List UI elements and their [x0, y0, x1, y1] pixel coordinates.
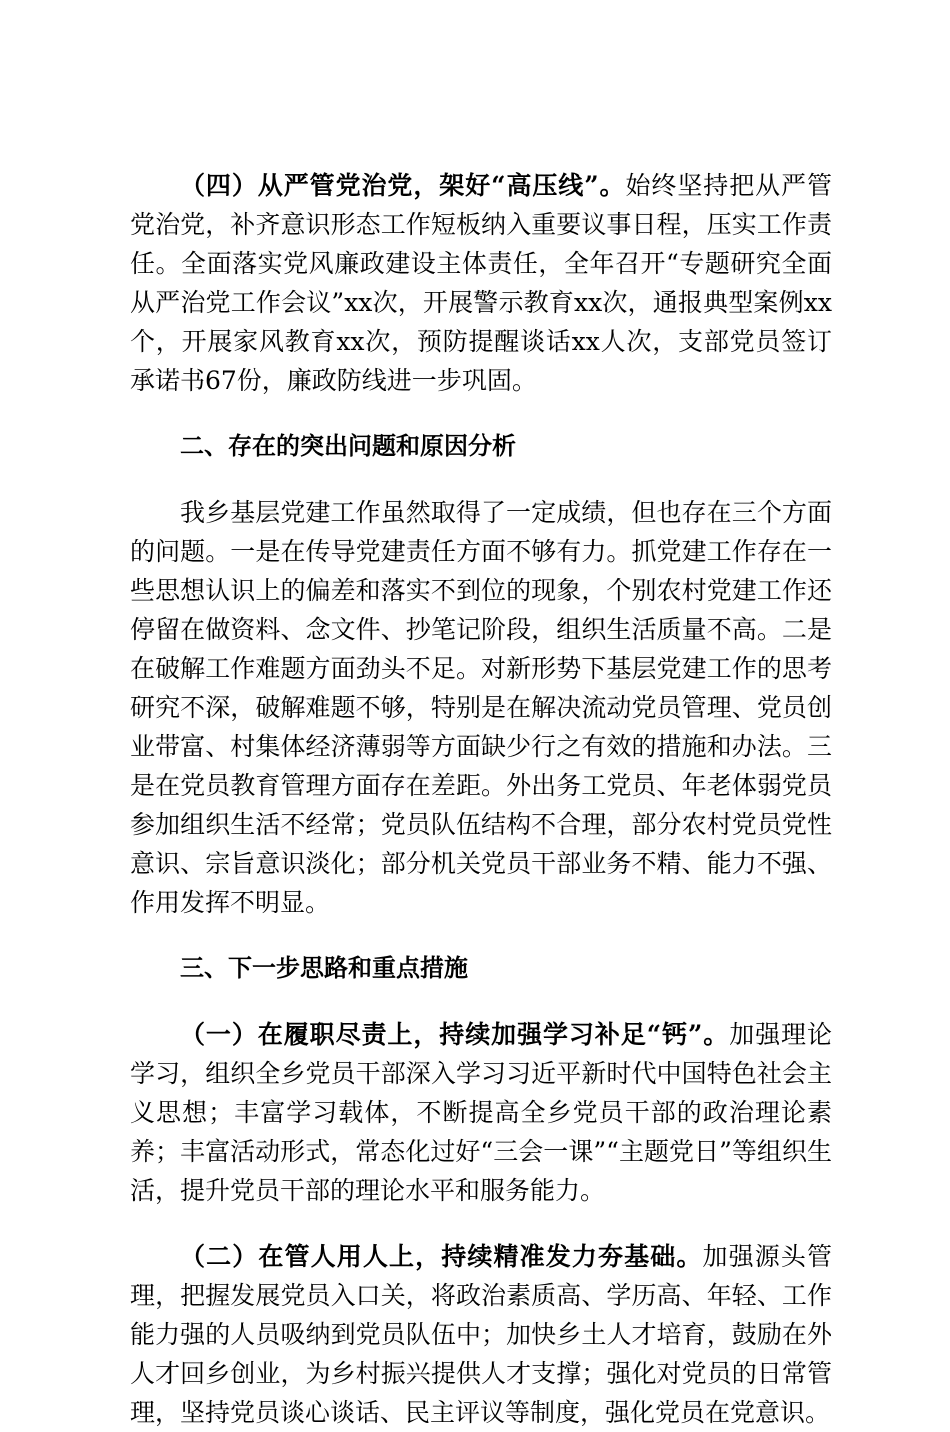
paragraph-problems: 我乡基层党建工作虽然取得了一定成绩，但也存在三个方面的问题。一是在传导党建责任方面不够有力。抓党建工作存在一些思想认识上的偏差和落实不到位的现象，个别农村党建工作还停留在做资料、念文件、抄笔记阶段，组织生活质量不高。二是在破解工作难题方面劲头不足。对新形势下基层党建工作的思考研究不深，破解难题不够，特别是在解决流动党员管理、党员创业带富、村集体经济薄弱等方面缺少行之有效的措施和办法。三是在党员教育管理方面存在差距。外出务工党员、年老体弱党员参加组织生活不经常；党员队伍结构不合理，部分农村党员党性意识、宗旨意识淡化；部分机关党员干部业务不精、能力不强、作用发挥不明显。: [130, 498, 832, 917]
paragraph-study: [130, 1015, 832, 1210]
section-heading-next-steps: 三、下一步思路和重点措施: [180, 954, 468, 982]
paragraph-personnel: [130, 1237, 832, 1432]
paragraph-body: 加强源头管理，把握发展党员入口关，将政治素质高、学历高、年轻、工作能力强的人员吸纳到党员队伍中；加快乡土人才培育，鼓励在外人才回乡创业，为乡村振兴提供人才支撑；强化对党员的日常管理，坚持党员谈心谈话、民主评议等制度，强化党员在党意识。: [130, 1242, 832, 1427]
paragraph-lead: （二）在管人用人上，持续精准发力夯基础。: [180, 1242, 703, 1271]
paragraph-lead: （四）从严管党治党，架好“高压线”。: [180, 171, 626, 200]
paragraph-lead: （一）在履职尽责上，持续加强学习补足“钙”。: [180, 1020, 730, 1049]
section-heading-problems: 二、存在的突出问题和原因分析: [180, 432, 516, 460]
paragraph-body: 加强理论学习，组织全乡党员干部深入学习习近平新时代中国特色社会主义思想；丰富学习载体，不断提高全乡党员干部的政治理论素养；丰富活动形式，常态化过好“三会一课”“主题党日”等组织生活，提升党员干部的理论水平和服务能力。: [130, 1020, 832, 1205]
document-page: [130, 166, 832, 1432]
paragraph-strict-governance: [130, 166, 832, 400]
paragraph-body: 始终坚持把从严管党治党，补齐意识形态工作短板纳入重要议事日程，压实工作责任。全面落实党风廉政建设主体责任，全年召开“专题研究全面从严治党工作会议”xx次，开展警示教育xx次，通报典型案例xx个，开展家风教育xx次，预防提醒谈话xx人次，支部党员签订承诺书67份，廉政防线进一步巩固。: [130, 171, 832, 395]
